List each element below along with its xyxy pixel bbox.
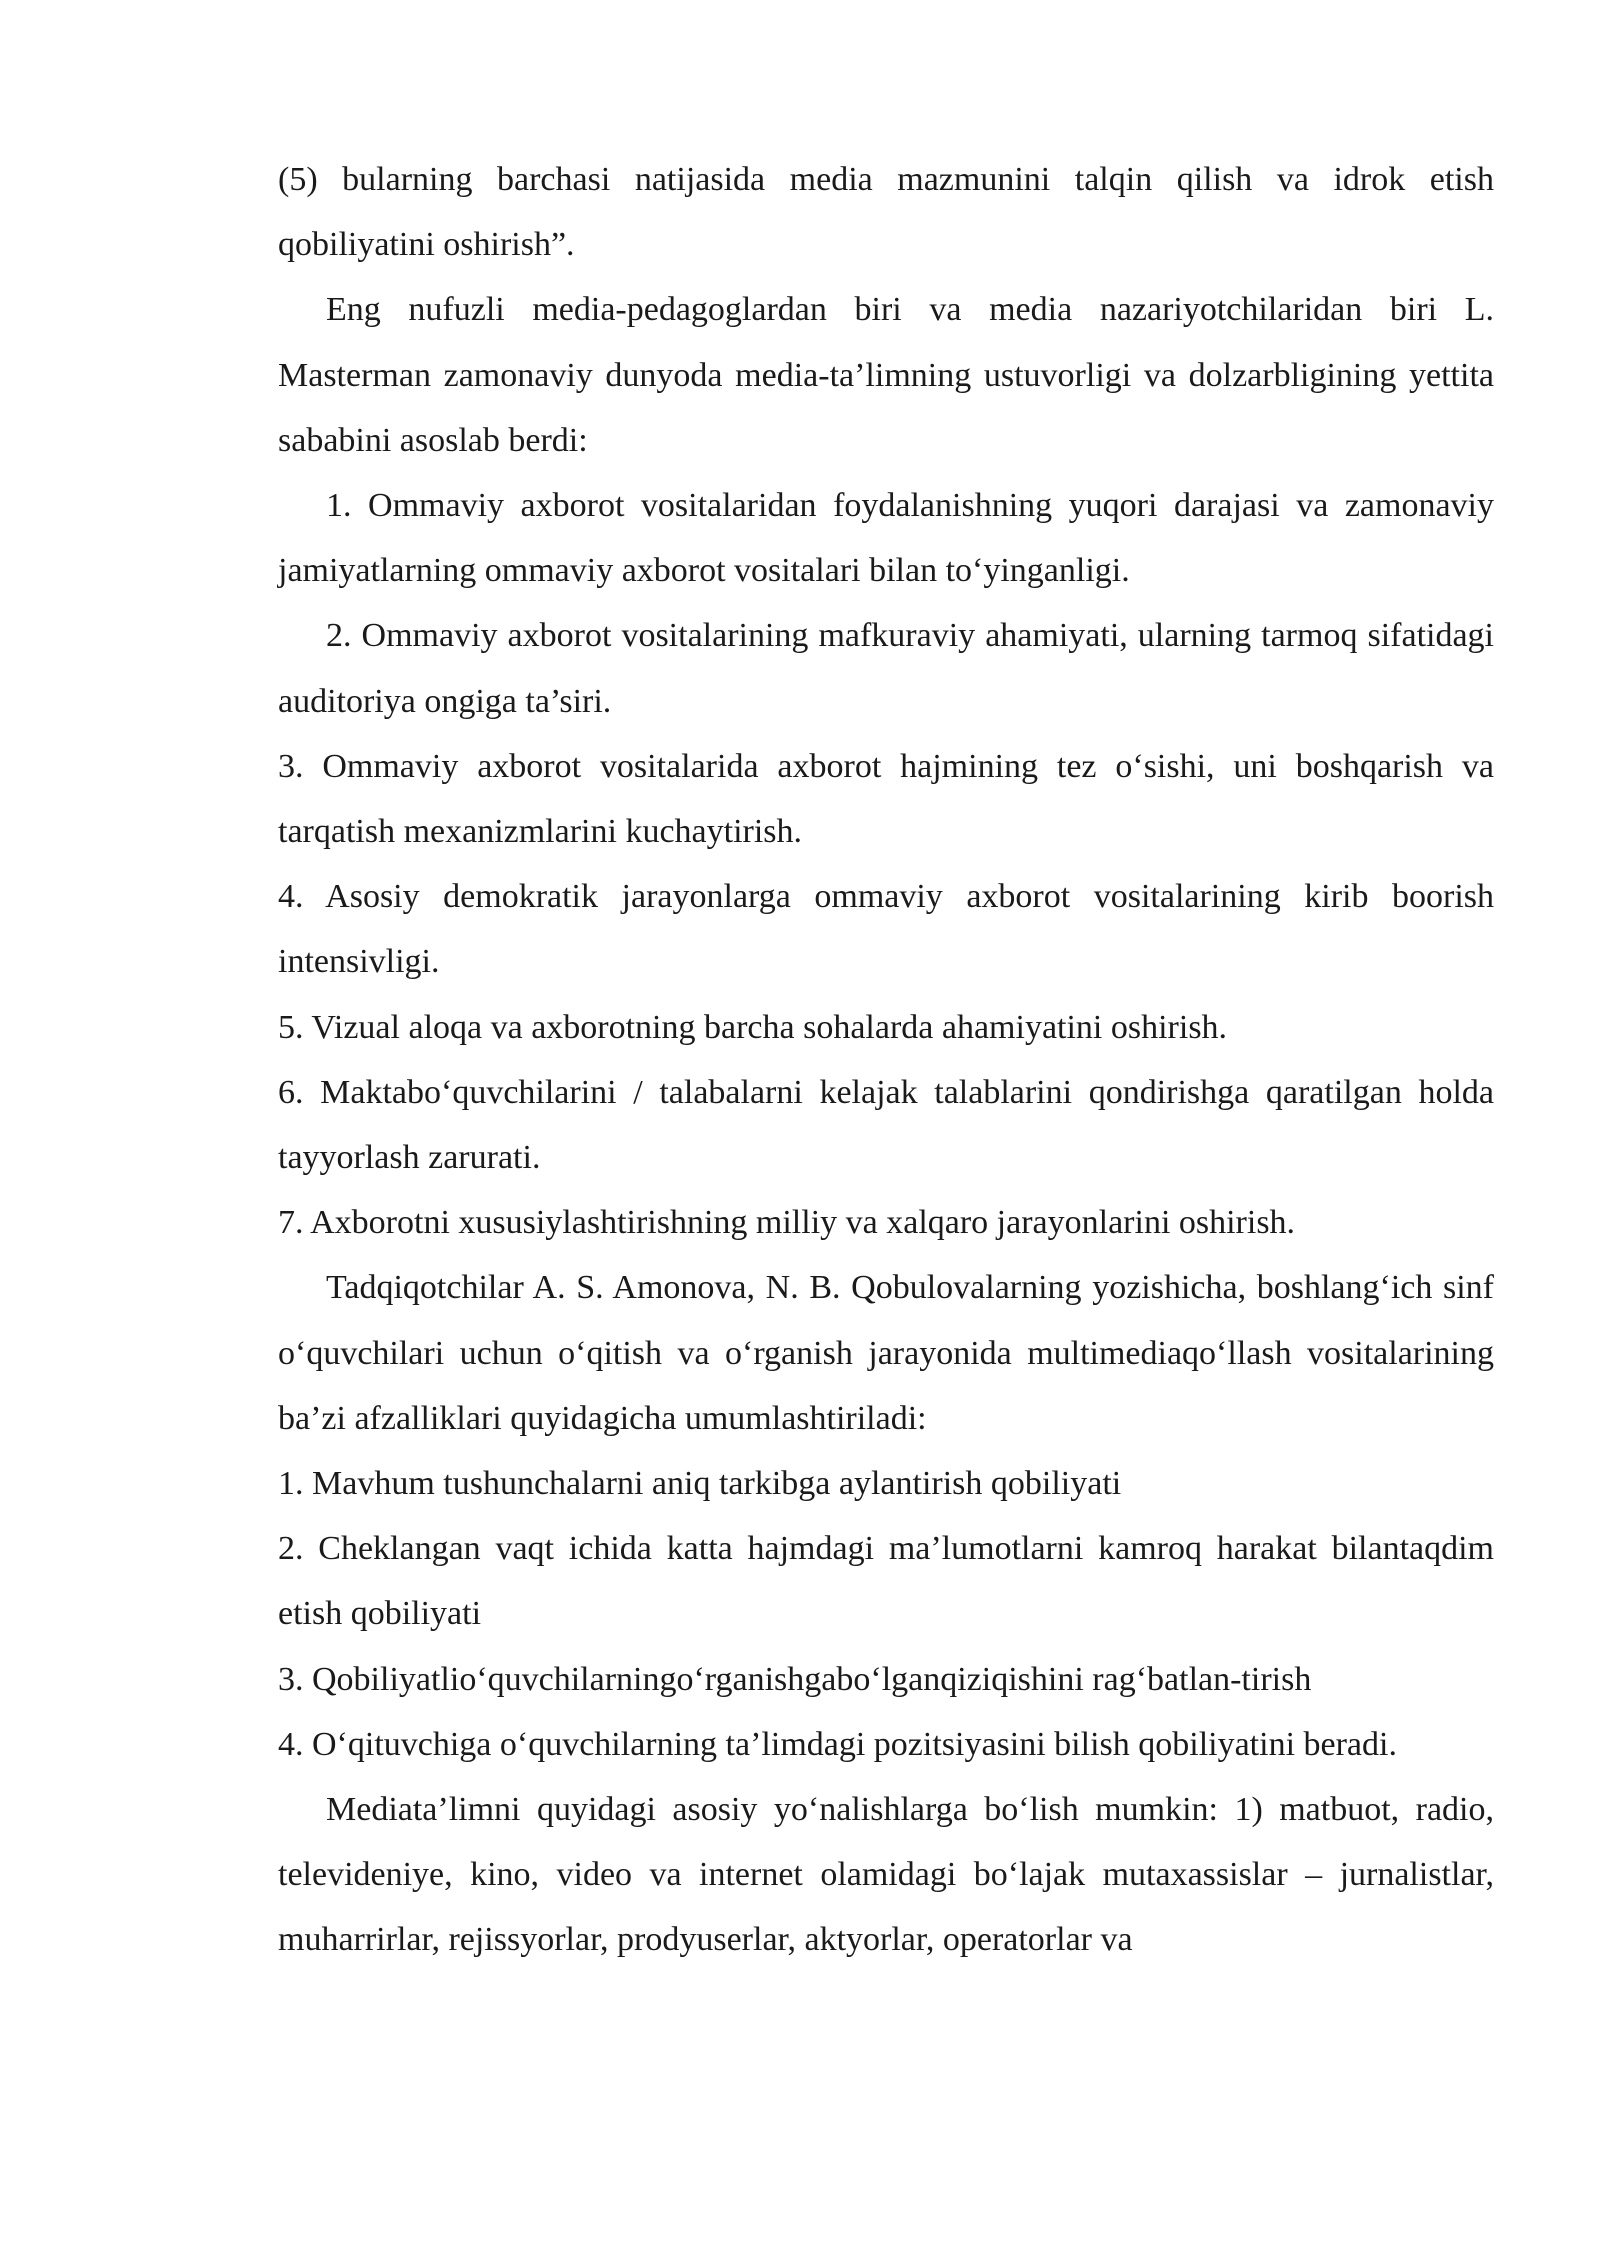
paragraph-1: (5) bularning barchasi natijasida media mazmunini talqin qilish va idrok etish qobiliyatini oshirish”. [278,161,1494,264]
list-item-5: 5. Vizual aloqa va axborotning barcha sohalarda ahamiyatini oshirish. [278,1008,1228,1046]
paragraph-2: Eng nufuzli media-pedagoglardan biri va media nazariyotchilaridan biri L. Masterman zamonaviy dunyoda media-ta’limning ustuvorligi va dolzarbligining yettita sababini asoslab berdi: [278,291,1494,459]
list-item-6: 6. Maktabo‘quvchilarini / talabalarni kelajak talablarini qondirishga qaratilgan holda tayyorlash zarurati. [278,1073,1494,1177]
advantage-item-4: 4. O‘qituvchiga o‘quvchilarning ta’limdagi pozitsiyasini bilish qobiliyatini beradi. [278,1725,1397,1763]
paragraph-4: Mediata’limni quyidagi asosiy yo‘nalishlarga bo‘lish mumkin: 1) matbuot, radio, televideniye, kino, video va internet olamidagi bo‘lajak mutaxassislar – jurnalistlar, muharrirlar, rejissyorlar, prodyuserlar, aktyorlar, operatorlar va [278,1791,1494,1959]
advantage-item-1: 1. Mavhum tushunchalarni aniq tarkibga aylantirish qobiliyati [278,1465,1122,1503]
document-page [278,147,1494,1973]
list-item-2: 2. Ommaviy axborot vositalarining mafkuraviy ahamiyati, ularning tarmoq sifatidagi auditoriya ongiga ta’siri. [278,617,1494,720]
advantage-item-3: 3. Qobiliyatlio‘quvchilarningo‘rganishgabo‘lganqiziqishini rag‘batlan-tirish [278,1660,1312,1698]
list-item-3: 3. Ommaviy axborot vositalarida axborot hajmining tez o‘sishi, uni boshqarish va tarqatish mexanizmlarini kuchaytirish. [278,747,1494,851]
list-item-4: 4. Asosiy demokratik jarayonlarga ommaviy axborot vositalarining kirib boorish intensivligi. [278,878,1494,981]
advantage-item-2: 2. Cheklangan vaqt ichida katta hajmdagi ma’lumotlarni kamroq harakat bilantaqdim etish qobiliyati [278,1530,1494,1633]
list-item-7: 7. Axborotni xususiylashtirishning milliy va xalqaro jarayonlarini oshirish. [278,1204,1296,1242]
paragraph-3: Tadqiqotchilar A. S. Amonova, N. B. Qobulovalarning yozishicha, boshlang‘ich sinf o‘quvchilari uchun o‘qitish va o‘rganish jarayonida multimediaqo‘llash vositalarining ba’zi afzalliklari quyidagicha umumlashtiriladi: [278,1269,1494,1437]
list-item-1: 1. Ommaviy axborot vositalaridan foydalanishning yuqori darajasi va zamonaviy jamiyatlarning ommaviy axborot vositalari bilan to‘yinganligi. [278,487,1494,590]
